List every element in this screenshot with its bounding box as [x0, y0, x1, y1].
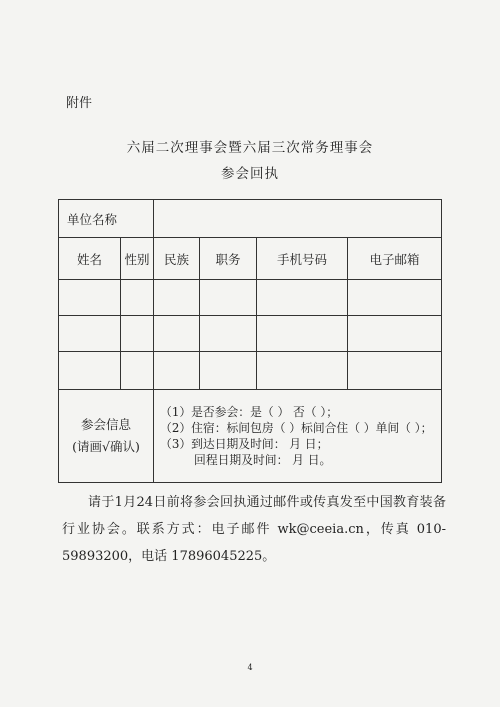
lodging-option-line: （2）住宿：标间包房（ ）标间合住（ ）单间（ ）； — [160, 421, 433, 435]
cell-ethnicity[interactable] — [154, 280, 200, 316]
attendance-info-row — [59, 390, 442, 483]
cell-email[interactable] — [348, 352, 442, 390]
page-number: 4 — [247, 663, 253, 672]
unit-name-row — [59, 200, 442, 238]
column-header-phone: 手机号码 — [257, 238, 348, 280]
instruction-text: 请于1月24日前将参会回执通过邮件或传真发至中国教育装备行业协会。联系方式：电子邮件 wk@ceeia.cn，传真 010-59893200，电话 17896045225。 — [62, 495, 446, 564]
cell-gender[interactable] — [121, 352, 154, 390]
cell-position[interactable] — [200, 316, 257, 352]
reply-form-table — [58, 199, 442, 483]
info-label-title: 参会信息 — [81, 417, 132, 432]
attendance-info-options[interactable] — [154, 390, 442, 483]
cell-name[interactable] — [59, 352, 121, 390]
cell-phone[interactable] — [257, 316, 348, 352]
column-header-email: 电子邮箱 — [348, 238, 442, 280]
cell-name[interactable] — [59, 316, 121, 352]
arrival-time-line: （3）到达日期及时间： 月 日； — [160, 437, 329, 451]
cell-email[interactable] — [348, 280, 442, 316]
attendance-info-label — [59, 390, 154, 483]
header-row — [59, 238, 442, 280]
table-row — [59, 280, 442, 316]
attendance-option-line: （1）是否参会：是（ ） 否（ ）； — [160, 405, 339, 419]
cell-gender[interactable] — [121, 280, 154, 316]
column-header-position: 职务 — [200, 238, 257, 280]
cell-ethnicity[interactable] — [154, 316, 200, 352]
document-title: 六届二次理事会暨六届三次常务理事会 — [126, 140, 374, 156]
cell-phone[interactable] — [257, 280, 348, 316]
attachment-label: 附件 — [66, 96, 93, 111]
cell-name[interactable] — [59, 280, 121, 316]
info-label-hint: (请画√确认) — [72, 439, 140, 454]
table-row — [59, 316, 442, 352]
unit-name-label: 单位名称 — [59, 200, 154, 238]
cell-position[interactable] — [200, 352, 257, 390]
column-header-name: 姓名 — [59, 238, 121, 280]
table-row — [59, 352, 442, 390]
document-subtitle: 参会回执 — [221, 166, 279, 182]
cell-ethnicity[interactable] — [154, 352, 200, 390]
cell-gender[interactable] — [121, 316, 154, 352]
instruction-paragraph — [62, 489, 446, 570]
cell-phone[interactable] — [257, 352, 348, 390]
column-header-gender: 性别 — [121, 238, 154, 280]
unit-name-field[interactable] — [154, 200, 442, 238]
cell-email[interactable] — [348, 316, 442, 352]
return-time-line: 回程日期及时间： 月 日。 — [194, 453, 332, 467]
cell-position[interactable] — [200, 280, 257, 316]
column-header-ethnicity: 民族 — [154, 238, 200, 280]
